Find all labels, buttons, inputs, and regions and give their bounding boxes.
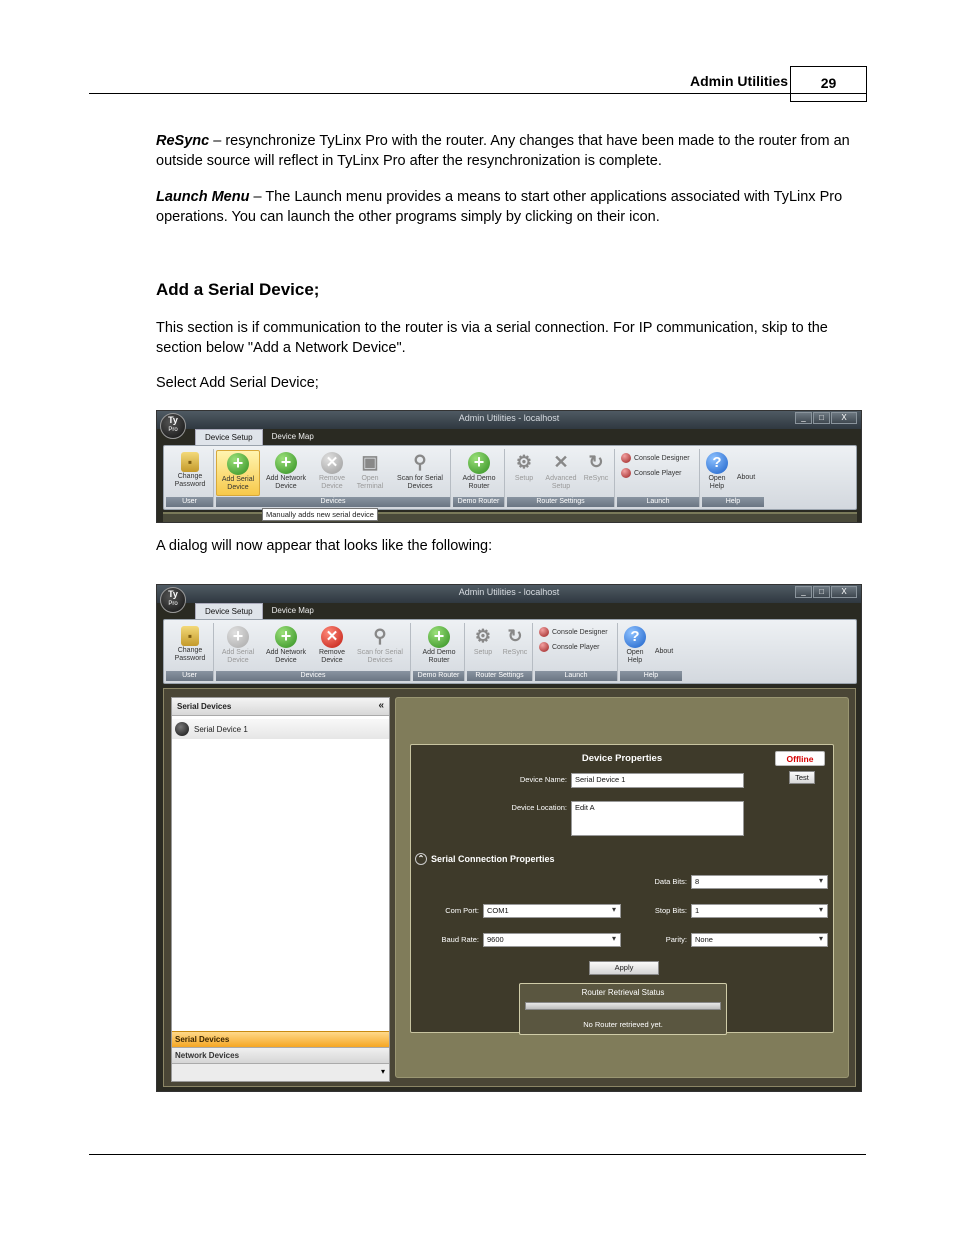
collapse-icon: ⌃ <box>415 853 427 865</box>
console-player-label: Console Player <box>634 469 682 477</box>
group-label-help: Help <box>702 497 764 507</box>
serial-section-header[interactable] <box>415 853 555 865</box>
group-user <box>166 449 214 507</box>
stop-bits-select[interactable]: 1 ▾ <box>691 904 828 918</box>
tab-device-map[interactable]: Device Map <box>271 606 314 615</box>
plus-icon: + <box>275 452 297 474</box>
launch-paragraph <box>156 187 856 227</box>
group-user <box>166 623 214 681</box>
refresh-icon: ↻ <box>588 452 604 472</box>
console-icon <box>621 453 631 463</box>
stop-bits-label: Stop Bits: <box>654 906 687 915</box>
change-password-label: Change Password <box>174 647 206 662</box>
device-location-input[interactable]: Edit A <box>571 801 744 836</box>
group-router-settings <box>467 623 533 681</box>
group-router-settings <box>507 449 615 507</box>
group-label-router-settings: Router Settings <box>507 497 614 507</box>
device-list-pane <box>171 697 390 1082</box>
console-icon <box>621 468 631 478</box>
console-player-link[interactable] <box>621 468 681 478</box>
remove-device-button[interactable] <box>310 624 354 670</box>
open-terminal-label: Open Terminal <box>356 475 384 490</box>
close-button[interactable]: X <box>831 412 857 424</box>
group-label-demo-router: Demo Router <box>453 497 504 507</box>
group-label-user: User <box>166 671 213 681</box>
close-button[interactable]: X <box>831 586 857 598</box>
select-step: Select Add Serial Device; <box>156 375 319 391</box>
plus-icon: + <box>468 452 490 474</box>
header-rule <box>89 93 866 94</box>
group-label-user: User <box>166 497 213 507</box>
ribbon <box>163 619 857 684</box>
com-port-select[interactable]: COM1 ▾ <box>483 904 621 918</box>
group-help <box>702 449 764 507</box>
remove-icon: ✕ <box>321 452 343 474</box>
nav-serial-devices[interactable]: Serial Devices <box>172 1031 389 1047</box>
device-name-label: Device Name: <box>519 775 567 784</box>
remove-device-label: Remove Device <box>318 649 346 664</box>
plus-icon: + <box>227 453 249 475</box>
add-network-device-button[interactable] <box>264 450 308 496</box>
dialog-intro: A dialog will now appear that looks like the following: <box>156 538 493 554</box>
console-designer-link[interactable] <box>539 627 608 637</box>
group-launch <box>617 449 700 507</box>
about-label: About <box>654 648 674 655</box>
about-button[interactable] <box>730 450 762 496</box>
properties-pane <box>395 697 849 1078</box>
gear-icon: ⚙ <box>515 452 533 472</box>
nav-options-dropdown[interactable]: ▾ <box>172 1063 389 1081</box>
baud-rate-label: Baud Rate: <box>441 935 479 944</box>
add-demo-router-button[interactable] <box>417 624 461 670</box>
add-serial-device-button[interactable] <box>216 450 260 496</box>
nav-network-devices[interactable]: Network Devices <box>172 1047 389 1063</box>
open-help-label: Open Help <box>626 649 644 664</box>
minimize-button[interactable]: _ <box>795 586 812 598</box>
list-item[interactable] <box>172 719 389 739</box>
data-bits-label: Data Bits: <box>654 877 687 886</box>
group-label-demo-router: Demo Router <box>413 671 464 681</box>
scan-serial-button[interactable] <box>354 624 406 670</box>
refresh-icon: ↻ <box>507 626 523 646</box>
resync-term: ReSync <box>156 133 210 149</box>
ribbon <box>163 445 857 510</box>
launch-term: Launch Menu <box>156 189 250 205</box>
com-port-label: Com Port: <box>445 906 479 915</box>
dialog-screenshot <box>156 584 862 1092</box>
resync-button[interactable] <box>499 624 531 670</box>
minimize-button[interactable]: _ <box>795 412 812 424</box>
window-title: Admin Utilities - localhost <box>458 587 560 597</box>
group-devices <box>216 449 451 507</box>
console-designer-label: Console Designer <box>634 454 690 462</box>
router-status-title: Router Retrieval Status <box>581 988 665 997</box>
console-player-link[interactable] <box>539 642 599 652</box>
router-status-box <box>519 983 727 1035</box>
lock-icon: ▪ <box>181 626 199 646</box>
ribbon-screenshot <box>156 410 862 523</box>
setup-label: Setup <box>473 649 493 656</box>
maximize-button[interactable]: □ <box>813 412 830 424</box>
app-logo[interactable] <box>160 413 186 439</box>
open-terminal-button[interactable] <box>348 450 392 496</box>
console-icon <box>539 642 549 652</box>
device-properties-title: Device Properties <box>581 753 663 764</box>
open-help-label: Open Help <box>708 475 726 490</box>
maximize-button[interactable]: □ <box>813 586 830 598</box>
resync-paragraph <box>156 131 856 171</box>
resync-button[interactable] <box>579 450 613 496</box>
content-area <box>163 688 856 1087</box>
tooltip: Manually adds new serial device <box>262 508 378 521</box>
logo-sub: Pro <box>168 427 178 433</box>
add-serial-device-button[interactable] <box>216 624 260 670</box>
setup-button[interactable] <box>507 450 541 496</box>
group-launch <box>535 623 618 681</box>
device-location-label: Device Location: <box>511 803 567 812</box>
section-heading: Add a Serial Device; <box>156 280 320 299</box>
terminal-icon: ▣ <box>361 452 379 472</box>
logo-text: Ty <box>168 415 178 425</box>
plus-icon: + <box>227 626 249 648</box>
change-password-button[interactable] <box>168 450 212 496</box>
data-bits-select[interactable]: 8 ▾ <box>691 875 828 889</box>
scan-serial-label: Scan for Serial Devices <box>397 475 443 490</box>
logo-sub: Pro <box>168 601 178 607</box>
tab-device-map[interactable]: Device Map <box>271 432 314 441</box>
about-button[interactable] <box>648 624 680 670</box>
setup-button[interactable] <box>467 624 499 670</box>
group-label-router-settings: Router Settings <box>467 671 532 681</box>
launch-text: – The Launch menu provides a means to start other applications associated with TyLinx Pro operations. You can launch the other programs simply by clicking on their icon. <box>156 189 843 225</box>
add-network-device-button[interactable] <box>264 624 308 670</box>
title-bar <box>157 585 861 603</box>
device-list-header <box>172 698 389 716</box>
group-demo-router <box>413 623 465 681</box>
app-logo[interactable] <box>160 587 186 613</box>
device-list-title: Serial Devices <box>177 702 232 711</box>
magnifier-icon: ⚲ <box>413 452 427 472</box>
apply-button[interactable]: Apply <box>589 961 659 975</box>
serial-section-title: Serial Connection Properties <box>431 854 555 864</box>
device-label: Serial Device 1 <box>194 724 248 734</box>
test-button[interactable]: Test <box>789 771 815 784</box>
resync-text: – resynchronize TyLinx Pro with the router. Any changes that have been made to the router from an outside source will reflect in TyLinx Pro after the resynchronization is complete. <box>156 133 850 169</box>
window-title: Admin Utilities - localhost <box>458 413 560 423</box>
gear-icon: ⚙ <box>474 626 492 646</box>
magnifier-icon: ⚲ <box>373 626 387 646</box>
setup-label: Setup <box>514 475 534 482</box>
group-demo-router <box>453 449 505 507</box>
remove-device-label: Remove Device <box>318 475 346 490</box>
advanced-setup-button[interactable] <box>541 450 581 496</box>
tab-device-setup[interactable]: Device Setup <box>195 603 263 619</box>
logo-text: Ty <box>168 589 178 599</box>
group-label-help: Help <box>620 671 682 681</box>
scan-serial-button[interactable] <box>394 450 446 496</box>
resync-label: ReSync <box>583 475 609 482</box>
plus-icon: + <box>428 626 450 648</box>
lock-icon: ▪ <box>181 452 199 472</box>
header-title: Admin Utilities <box>689 73 788 89</box>
console-icon <box>539 627 549 637</box>
router-status-message: No Router retrieved yet. <box>583 1020 663 1029</box>
add-demo-router-button[interactable] <box>457 450 501 496</box>
console-designer-label: Console Designer <box>552 628 608 636</box>
change-password-button[interactable] <box>168 624 212 670</box>
add-serial-label: Add Serial Device <box>221 476 255 491</box>
about-label: About <box>736 474 756 481</box>
collapse-button[interactable]: « <box>378 700 384 711</box>
add-network-label: Add Network Device <box>265 649 307 664</box>
group-devices <box>216 623 411 681</box>
console-player-label: Console Player <box>552 643 600 651</box>
scan-serial-label: Scan for Serial Devices <box>357 649 403 664</box>
group-label-devices: Devices <box>216 671 410 681</box>
router-status-progress <box>525 1002 721 1010</box>
add-network-label: Add Network Device <box>265 475 307 490</box>
resync-label: ReSync <box>502 649 528 656</box>
advanced-setup-label: Advanced Setup <box>545 475 577 490</box>
open-help-button[interactable] <box>620 624 650 670</box>
help-icon: ? <box>624 626 646 648</box>
status-badge: Offline <box>775 751 825 766</box>
add-demo-label: Add Demo Router <box>462 475 496 490</box>
device-icon <box>175 722 189 736</box>
help-icon: ? <box>706 452 728 474</box>
tools-icon: ✕ <box>553 452 569 472</box>
group-label-devices: Devices <box>216 497 450 507</box>
parity-label: Parity: <box>665 935 687 944</box>
page-number: 29 <box>790 66 867 102</box>
add-demo-label: Add Demo Router <box>422 649 456 664</box>
parity-select[interactable]: None ▾ <box>691 933 828 947</box>
plus-icon: + <box>275 626 297 648</box>
console-designer-link[interactable] <box>621 453 690 463</box>
device-properties-panel <box>410 744 834 1033</box>
remove-icon: ✕ <box>321 626 343 648</box>
tab-device-setup[interactable]: Device Setup <box>195 429 263 445</box>
open-help-button[interactable] <box>702 450 732 496</box>
change-password-label: Change Password <box>174 473 206 488</box>
device-name-input[interactable]: Serial Device 1 <box>571 773 744 788</box>
group-label-launch: Launch <box>535 671 617 681</box>
section-intro: This section is if communication to the router is via a serial connection. For IP communication, skip to the section below "Add a Network Device". <box>156 320 828 356</box>
group-help <box>620 623 682 681</box>
baud-rate-select[interactable]: 9600 ▾ <box>483 933 621 947</box>
group-label-launch: Launch <box>617 497 699 507</box>
title-bar <box>157 411 861 429</box>
add-serial-label: Add Serial Device <box>221 649 255 664</box>
footer-rule <box>89 1154 866 1155</box>
